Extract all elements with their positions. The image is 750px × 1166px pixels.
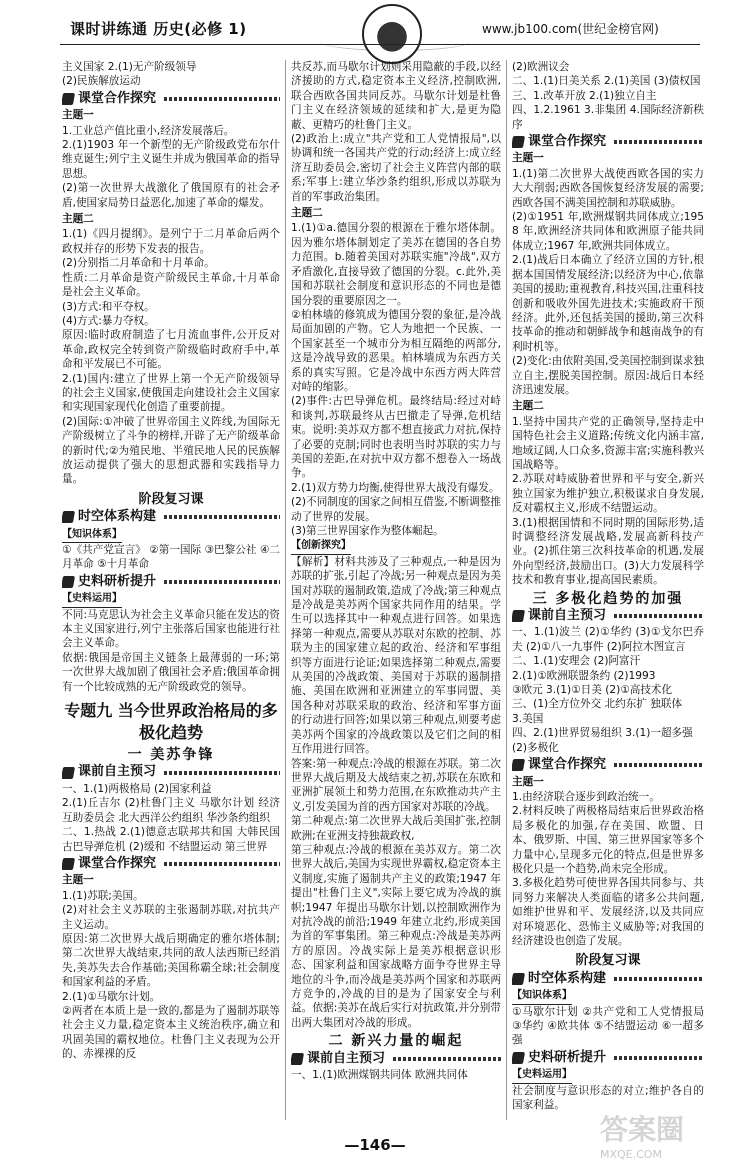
answer-paragraph: 2.材料反映了两极格局结束后世界政治格局多极化的加强,存在美国、欧盟、日本、俄罗斯、中国、第三世界国家等多个力量中心,呈现多元化的特点,但是世界多极化只是一个趋势,尚未完全形成。 (512, 805, 704, 875)
header-rule (60, 44, 700, 45)
section-heading (62, 765, 280, 779)
answer-paragraph: 答案:第一种观点:冷战的根源在苏联。第二次世界大战后期及大战结束之初,苏联在东欧和亚洲扩展领土和势力范围,在东欧推动共产主义,引发美国为首的西方国家对苏联的冷战。 (291, 757, 501, 813)
box-label-row (512, 988, 704, 1004)
answer-paragraph: 原因:临时政府制造了七月流血事件,公开反对革命,政权完全转到资产阶级临时政府手中,革命和平发展已不可能。 (62, 329, 280, 371)
answer-paragraph: 1.(1)第二次世界大战使西欧各国的实力大大削弱;西欧各国恢复经济发展的需要;西欧各国不满美国控制和苏联威胁。 (512, 167, 704, 209)
answer-paragraph: 一、1.(1)波兰 (2)①华约 (3)①戈尔巴乔夫 (2)①八一九事件 (2)阿拉木图宣言 (512, 626, 704, 653)
box-label: 【史料运用】 (62, 592, 122, 607)
section-rule (393, 1057, 501, 1061)
answer-paragraph: 一、1.(1)欧洲煤钢共同体 欧洲共同体 (291, 1069, 468, 1082)
answer-paragraph: (2)变化:由依附美国,受美国控制到谋求独立自主,摆脱美国控制。原因:战后日本经济迅速发展。 (512, 355, 704, 396)
section-marker-icon (512, 759, 525, 771)
section-rule (614, 614, 704, 618)
answer-paragraph: 三、(1)全方位外交 北约东扩 独联体 (512, 698, 683, 711)
answer-paragraph: (2)不同制度的国家之间相互借鉴,不断调整推动了世界的发展。 (291, 496, 501, 523)
answer-paragraph: ③欧元 3.(1)①日美 (2)①高技术化 (512, 684, 673, 697)
topic-heading: 主题二 (512, 400, 544, 413)
answer-paragraph: (2)民族解放运动 (62, 75, 141, 88)
section-rule (164, 580, 280, 584)
answer-paragraph: 2.(1)国内:建立了世界上第一个无产阶级领导的社会主义国家,使俄国走向建设社会主义国家和实现国家现代化创造了重要前提。 (62, 372, 280, 414)
answer-paragraph: 一、1.(1)两极格局 (2)国家利益 (62, 782, 212, 795)
box-label: 【知识体系】 (512, 989, 572, 1004)
topic-heading: 主题一 (512, 775, 544, 788)
watermark-text: 答案圈 (600, 1113, 685, 1146)
section-heading-text: 史料研析提升 (78, 573, 157, 589)
box-label-row (512, 1067, 704, 1083)
answer-paragraph: (2)对社会主义苏联的主张遏制苏联,对抗共产主义运动。 (62, 904, 280, 931)
answer-paragraph: (3)第三世界国家作为整体崛起。 (291, 525, 444, 537)
answer-paragraph: 社会制度与意识形态的对立;维护各自的国家利益。 (512, 1084, 704, 1112)
answer-paragraph: ①马歇尔计划 ②共产党和工人党情报局 ③华约 ④欧共体 ⑤不结盟运动 ⑥一超多强 (512, 1005, 704, 1047)
answer-paragraph: 1.(1)《四月提纲》。是列宁于二月革命后两个政权并存的形势下发表的报告。 (62, 228, 280, 255)
answer-paragraph: 3.美国 (512, 712, 544, 725)
answer-paragraph: 主义国家 2.(1)无产阶级领导 (62, 61, 197, 73)
answer-paragraph: 【解析】材料共涉及了三种观点,一种是因为苏联的扩张,引起了冷战;另一种观点是因为美国对苏联的遏制政策,造成了冷战;第三种观点是冷战是美苏两个国家共同作用的结果。学生可以选择其中一种观点进行回答。如果选择第一种观点,需要从苏联对东欧的控制、苏联为主的国家建立起的政治、经济和军事组织等方面进行论证;如果选择第二种观点,需要从美国的冷战政策、美国对于苏联的遏制措施、美国在欧洲和亚洲建立的军事同盟、美国各种对苏联采取的政治、经济和军事方面的行动进行回答;如果以第三种观点,则要考虑美苏两个国家的冷战政策以及它们之间的相互作用进行回答。 (291, 555, 501, 756)
lesson-title: 一 美苏争锋 (127, 747, 215, 764)
answer-paragraph: 第三种观点:冷战的根源在美苏双方。第二次世界大战后,美国为实现世界霸权,稳定资本主义制度,实施了遏制共产主义的政策;1947 年提出"杜鲁门主义",实际上要它成为冷战的旗帜;1947 年提出马歇尔计划,以控制欧洲作为对抗冷战的前沿;1949 年建立北约,形成美国为首的军事集团。第三种观点:冷战是美苏两方的原因。冷战实际上是美苏根据意识形态、国家利益和国家战略方面争夺世界主导地位的斗争,而冷战是美苏两个国家和苏联两方竞争的,冷战的目的是为了国家安全与利益。依据:美苏在战后实行对抗政策,并分别带出两大集团对冷战的形成。 (291, 843, 501, 1029)
box-label: 【史料运用】 (512, 1068, 572, 1083)
section-heading-text: 课堂合作探究 (78, 855, 157, 871)
section-marker-icon (62, 576, 75, 588)
section-heading (62, 857, 280, 871)
section-heading (291, 1052, 501, 1066)
answer-paragraph: 1.由经济联合逐步到政治统一。 (512, 790, 660, 803)
chapter-title: 专题九 当今世界政治格局的多极化趋势 (64, 701, 278, 743)
answer-paragraph: 3.(1)根据国情和不同时期的国际形势,适时调整经济发展战略,发展高新科技产业。(2)抓住第三次科技革命的机遇,发展外向型经济,鼓励出口。(3)大力发展科学技术和教育事业,提高国民素质。 (512, 516, 704, 587)
section-heading (512, 135, 704, 149)
section-rule (164, 771, 280, 775)
answer-paragraph: 2.(1)①马歇尔计划。 (62, 990, 161, 1003)
answer-paragraph: 1.(1)苏联;美国。 (62, 889, 144, 902)
section-marker-icon (512, 610, 525, 622)
answer-paragraph: 2.(1)1903 年一个新型的无产阶级政党布尔什维克诞生;列宁主义诞生并成为俄国革命的指导思想。 (62, 139, 280, 180)
answer-paragraph: (4)方式:暴力夺权。 (62, 314, 155, 327)
answer-paragraph: (2)多极化 (512, 741, 559, 754)
column-divider (285, 60, 286, 1120)
publisher-logo-icon (362, 4, 422, 64)
section-marker-icon (62, 858, 75, 870)
section-heading (512, 609, 704, 623)
section-marker-icon (62, 93, 75, 105)
answer-paragraph: 2.苏联对峙威胁着世界和平与安全,新兴独立国家为维护独立,积极谋求自身发展,反对霸权主义,形成不结盟运动。 (512, 473, 704, 515)
section-marker-icon (512, 973, 525, 985)
section-marker-icon (512, 136, 525, 148)
answer-paragraph: 2.(1)丘吉尔 (2)杜鲁门主义 马歇尔计划 经济互助委员会 北大西洋公约组织 华沙条约组织 (62, 797, 280, 824)
answer-paragraph: (2)①1951 年,欧洲煤钢共同体成立;1958 年,欧洲经济共同体和欧洲原子能共同体成立;1967 年,欧洲共同体成立。 (512, 211, 704, 252)
box-label-row (62, 527, 280, 543)
answer-paragraph: 1.工业总产值比重小,经济发展落后。 (62, 124, 235, 137)
answer-paragraph: 二、1.(1)日美关系 2.(1)美国 (3)债权国 (512, 75, 701, 88)
answer-paragraph: (2)国际:①冲破了世界帝国主义阵线,为国际无产阶级树立了斗争的榜样,开辟了无产阶级革命的新时代;②为殖民地、半殖民地人民的民族解放运动提供了强大的思想武器和实践指导力量。 (62, 415, 280, 486)
box-label-row (291, 538, 501, 554)
answer-paragraph: (2)事件:古巴导弹危机。最终结局:经过对峙和谈判,苏联最终从古巴撤走了导弹,危机结束。说明:美苏双方都不想直接武力对抗,保持了必要的克制;同时也表明当时苏联的实力与美国的差距,在对抗中双方都不想卷入一场战争。 (291, 395, 501, 480)
box-label: 【知识体系】 (62, 528, 122, 543)
lesson-title: 二 新兴力量的崛起 (328, 1033, 464, 1050)
box-label: 【创新探究】 (291, 539, 351, 554)
topic-heading: 主题二 (62, 213, 94, 226)
answer-paragraph: 共反苏,而马歇尔计划则采用隐蔽的手段,以经济援助的方式,稳定资本主义经济,控制欧洲,联合西欧各国共同反苏。马歇尔计划是杜鲁门主义在经济领域的延续和扩大,是更为隐蔽、更精巧的杜鲁门主义。 (291, 61, 501, 131)
answer-column-1 (62, 60, 280, 1118)
section-heading-text: 课堂合作探究 (528, 134, 607, 150)
answer-paragraph: 不同:马克思认为社会主义革命只能在发达的资本主义国家进行,列宁主张落后国家也能进行社会主义革命。 (62, 608, 280, 650)
answer-paragraph: (2)第一次世界大战激化了俄国原有的社会矛盾,使国家局势日益恶化,加速了革命的爆发。 (62, 182, 280, 209)
answer-paragraph: ②柏林墙的修筑成为德国分裂的象征,是冷战局面加剧的产物。它人为地把一个民族、一个国家甚至一个城市分为相互隔绝的两部分,这是冷战导致的恶果。柏林墙成为东西方关系的真实写照。它是冷战中东西方两大阵营对峙的缩影。 (291, 308, 501, 393)
answer-paragraph: 二、1.(1)安理会 (2)阿富汗 (512, 655, 641, 668)
section-rule (164, 97, 280, 101)
stage-title: 阶段复习课 (138, 491, 204, 507)
section-rule (164, 515, 280, 519)
section-heading-text: 史料研析提升 (528, 1049, 607, 1065)
section-marker-icon (512, 1052, 525, 1064)
answer-paragraph: 2.(1)战后日本确立了经济立国的方针,根据本国国情发展经济;以经济为中心,依靠美国的援助;重视教育,科技兴国,注重科技创新和吸收外国先进技术;实施政府干预经济。此外,还包括美国的援助,第三次科技革命的推动和朝鲜战争和越南战争的有利时机等。 (512, 254, 704, 353)
section-heading-text: 时空体系构建 (528, 970, 607, 986)
answer-paragraph: (3)方式:和平夺权。 (62, 300, 155, 313)
section-marker-icon (62, 767, 75, 779)
section-heading-text: 时空体系构建 (78, 509, 157, 525)
answer-paragraph: ②两者在本质上是一致的,都是为了遏制苏联等社会主义力量,稳定资本主义统治秩序,确立和巩固美国的霸权地位。杜鲁门主义表现为公开的、赤裸裸的反 (62, 1004, 280, 1061)
section-marker-icon (62, 511, 75, 523)
section-heading-text: 课前自主预习 (528, 608, 607, 624)
answer-paragraph: 1.坚持中国共产党的正确领导,坚持走中国特色社会主义道路;传统文化内涵丰富,地域辽阔,人口众多,资源丰富;实施科教兴国战略等。 (512, 415, 704, 471)
page-number: —146— (344, 1136, 406, 1154)
box-label-row (62, 591, 280, 607)
section-heading (62, 575, 280, 589)
section-heading-text: 课堂合作探究 (78, 90, 157, 106)
answer-paragraph: 2.(1)①欧洲联盟条约 (2)1993 (512, 669, 656, 682)
answer-paragraph: 四、2.(1)世界贸易组织 3.(1)一超多强 (512, 727, 693, 740)
page-header (0, 0, 750, 68)
section-heading (62, 510, 280, 524)
header-title: 课时讲练通 历史(必修 1) (70, 20, 247, 38)
watermark-url: MXQE.COM (600, 1148, 662, 1161)
answer-paragraph: (2)分别指二月革命和十月革命。 (62, 257, 215, 270)
answer-paragraph: 四、1.2.1961 3.非集团 4.国际经济新秩序 (512, 104, 704, 131)
section-rule (614, 1056, 704, 1060)
section-rule (614, 140, 704, 144)
lesson-title: 三 多极化趋势的加强 (532, 590, 684, 607)
section-rule (614, 977, 704, 981)
answer-paragraph: 二、1.热战 2.(1)德意志联邦共和国 大韩民国 古巴导弹危机 (2)缓和 不结盟运动 第三世界 (62, 826, 280, 853)
section-heading (512, 1051, 704, 1065)
topic-heading: 主题二 (291, 207, 323, 220)
section-rule (614, 763, 704, 767)
topic-heading: 主题一 (62, 109, 94, 122)
answer-paragraph: 第二种观点:第二次世界大战后美国扩张,控制欧洲;在亚洲支持独裁政权, (291, 815, 501, 842)
column-divider (506, 60, 507, 1120)
answer-column-2 (291, 60, 501, 1118)
answer-paragraph: 3.多极化趋势可使世界各国共同参与、共同努力来解决人类面临的诸多公共问题,如维护世界和平、发展经济,以及共同应对环境恶化、恐怖主义威胁等;对我国的经济建设也创造了发展。 (512, 877, 704, 947)
answer-paragraph: 原因:第二次世界大战后期确定的雅尔塔体制;第二次世界大战结束,共同的敌人法西斯已经消失,美苏失去合作基础;美国称霸全球;社会制度和国家利益的矛盾。 (62, 932, 280, 989)
answer-paragraph: (2)政治上:成立"共产党和工人党情报局",以协调和统一各国共产党的行动;经济上:成立经济互助委员会,密切了社会主义阵营内部的联系;军事上:建立华沙条约组织,形成以苏联为首的军事政治集团。 (291, 133, 501, 203)
topic-heading: 主题一 (62, 874, 94, 887)
answer-paragraph: ①《共产党宣言》 ②第一国际 ③巴黎公社 ④二月革命 ⑤十月革命 (62, 544, 280, 571)
answer-paragraph: 2.(1)双方势力均衡,使得世界大战没有爆发。 (291, 481, 500, 494)
section-heading (512, 758, 704, 772)
answer-paragraph: 三、1.改革开放 2.(1)独立自主 (512, 89, 657, 102)
stage-title: 阶段复习课 (575, 953, 641, 969)
section-heading (62, 92, 280, 106)
answer-paragraph: (2)欧洲议会 (512, 61, 570, 73)
section-rule (164, 862, 280, 866)
topic-heading: 主题一 (512, 152, 544, 165)
answer-paragraph: 1.(1)①a.德国分裂的根源在于雅尔塔体制。因为雅尔塔体制划定了美苏在德国的各自势力范围。b.随着美国对苏联实施"冷战",双方矛盾激化,直接导致了德国的分裂。c.此外,美国和苏联社会制度和意识形态的不同也是德国分裂的重要原因之一。 (291, 222, 501, 307)
answer-column-3 (512, 60, 704, 1118)
section-heading-text: 课前自主预习 (78, 764, 157, 780)
section-heading (512, 972, 704, 986)
header-website: www.jb100.com(世纪金榜官网) (482, 22, 659, 36)
section-heading-text: 课前自主预习 (307, 1050, 386, 1066)
answer-paragraph: 性质:二月革命是资产阶级民主革命,十月革命是社会主义革命。 (62, 271, 280, 299)
answer-paragraph: 依据:俄国是帝国主义链条上最薄弱的一环;第一次世界大战加剧了俄国社会矛盾;俄国革命拥有一个比较成熟的无产阶级政党的领导。 (62, 651, 280, 693)
section-heading-text: 课堂合作探究 (528, 757, 607, 773)
section-marker-icon (291, 1053, 304, 1065)
